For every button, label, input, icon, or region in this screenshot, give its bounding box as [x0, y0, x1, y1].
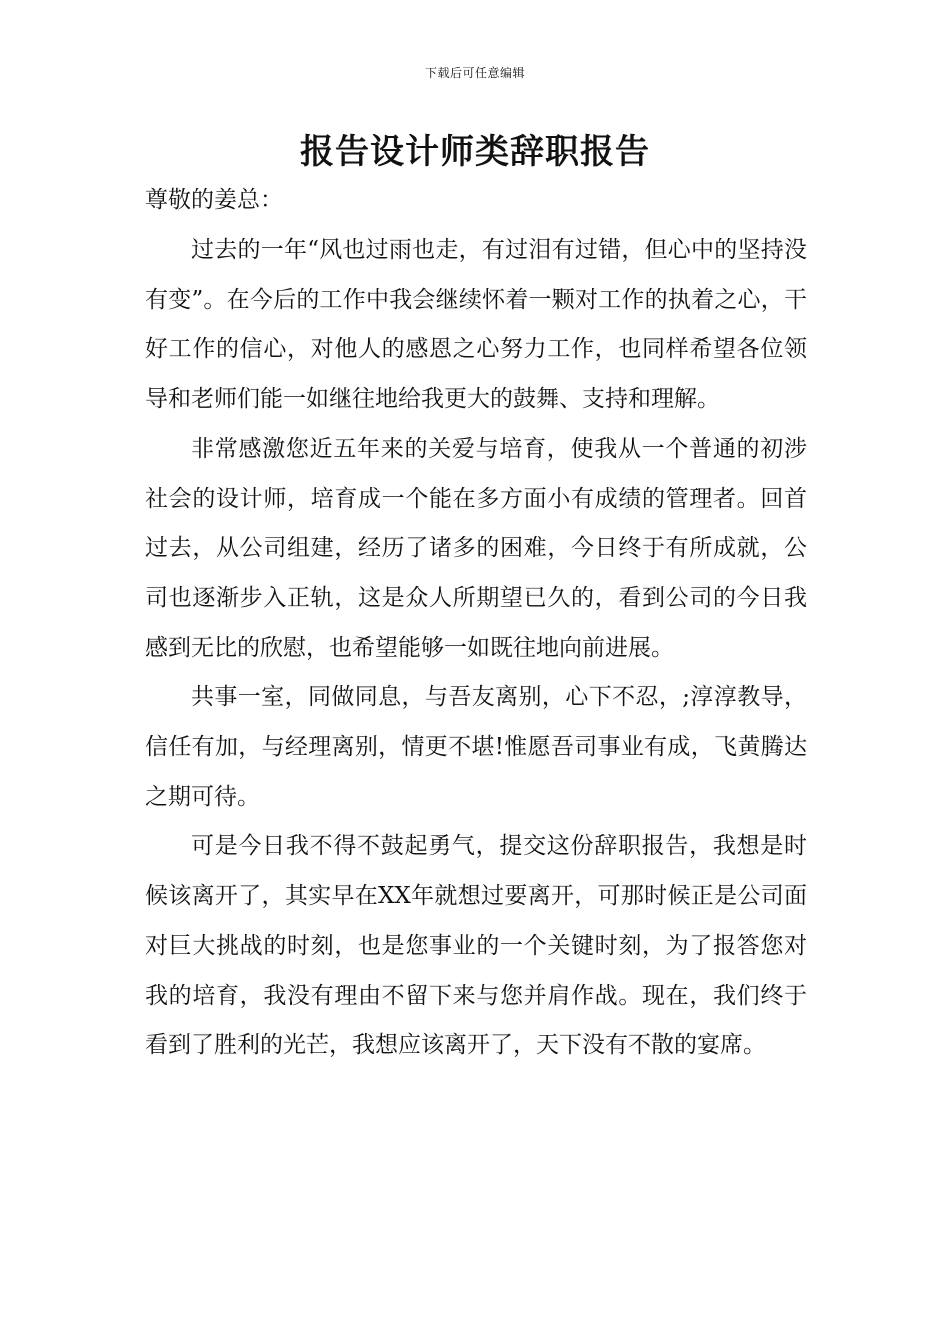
page-title: 报告设计师类辞职报告 — [300, 132, 650, 172]
paragraph-3: 共事一室，同做同息，与吾友离别，心下不忍，;淳淳教导，信任有加，与经理离别，情更不堪!惟愿吾司事业有成，飞黄腾达之期可待。 — [145, 684, 807, 810]
salutation: 尊敬的姜总： — [145, 187, 283, 213]
letter-body — [145, 226, 807, 1071]
paragraph-1: 过去的一年“风也过雨也走，有过泪有过错，但心中的坚持没有变”。在今后的工作中我会继续怀着一颗对工作的执着之心，干好工作的信心，对他人的感恩之心努力工作，也同样希望各位领导和老师们能一如继往地给我更大的鼓舞、支持和理解。 — [145, 237, 807, 413]
header-note: 下载后可任意编辑 — [424, 66, 525, 80]
paragraph-2: 非常感激您近五年来的关爱与培育，使我从一个普通的初涉社会的设计师，培育成一个能在多方面小有成绩的管理者。回首过去，从公司组建，经历了诸多的困难，今日终于有所成就，公司也逐渐步入正轨，这是众人所期望已久的，看到公司的今日我感到无比的欣慰，也希望能够一如既往地向前进展。 — [145, 435, 807, 661]
paragraph-4: 可是今日我不得不鼓起勇气，提交这份辞职报告，我想是时候该离开了，其实早在XX年就想过要离开，可那时候正是公司面对巨大挑战的时刻，也是您事业的一个关键时刻，为了报答您对我的培育，我没有理由不留下来与您并肩作战。现在，我们终于看到了胜利的光芒，我想应该离开了，天下没有不散的宴席。 — [145, 833, 807, 1059]
